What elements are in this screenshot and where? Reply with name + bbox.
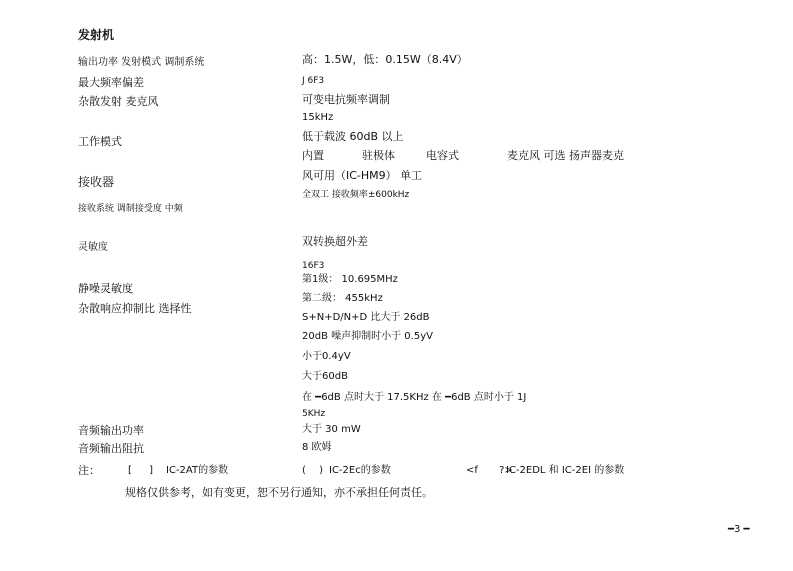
label-output-mod: 输出功率 发射模式 调制系统 xyxy=(78,57,205,68)
mic-option-internal: 内置 xyxy=(302,149,324,162)
note-label: 注： xyxy=(78,464,100,477)
mic-option-speaker-mic: 麦克风 可选 扬声器麦克 xyxy=(507,149,624,162)
note-text-ic2ec: IC-2Ec的参数 xyxy=(329,465,391,476)
section-title: 发射机 xyxy=(78,28,115,42)
label-sensitivity: 灵敏度 xyxy=(78,242,108,253)
label-spurious-response: 杂散响应抑制比 选择性 xyxy=(78,302,192,315)
label-receiver: 接收器 xyxy=(78,175,115,189)
page-number: ━3 ━ xyxy=(728,524,750,535)
note-text-ic2at: IC-2AT的参数 xyxy=(166,465,229,476)
note-bracket-angle: <f ?> xyxy=(466,465,513,476)
label-audio-impedance: 音频输出阻抗 xyxy=(78,442,144,455)
value-duplex: 全双工 接收频率±600kHz xyxy=(302,190,410,200)
value-squelch: 小于0.4yV xyxy=(302,351,351,362)
value-emission: J 6F3 xyxy=(302,76,325,86)
label-max-deviation: 最大频率偏差 xyxy=(78,76,144,89)
label-work-mode: 工作模式 xyxy=(78,135,122,148)
label-recv-system: 接收系统 调制接受度 中频 xyxy=(78,204,183,214)
value-selectivity: 在 ━6dB 点时大于 17.5KHz 在 ━6dB 点时小于 1J xyxy=(302,392,527,403)
value-mic-continued: 风可用（IC-HM9） 单工 xyxy=(302,169,423,182)
value-deviation: 15kHz xyxy=(302,112,334,123)
value-if2: 第二级： 455kHz xyxy=(302,293,383,304)
label-audio-output: 音频输出功率 xyxy=(78,424,144,437)
label-spurious-mic: 杂散发射 麦克风 xyxy=(78,95,159,108)
label-squelch: 静噪灵敏度 xyxy=(78,282,133,295)
value-spurious: 低于载波 60dB 以上 xyxy=(302,130,404,143)
note-bracket-round: ( ) xyxy=(302,465,323,476)
value-audio-impedance: 8 欧姆 xyxy=(302,442,332,453)
value-noise-quieting: 20dB 噪声抑制时小于 0.5yV xyxy=(302,331,433,342)
mic-option-electret: 驻极体 xyxy=(362,149,395,162)
value-audio-power: 大于 30 mW xyxy=(302,424,361,435)
note-disclaimer: 规格仅供参考，如有变更，恕不另行通知，亦不承担任何责任。 xyxy=(125,486,433,499)
value-selectivity-continued: 5KHz xyxy=(302,409,326,419)
mic-option-condenser: 电容式 xyxy=(426,149,459,162)
note-bracket-square: [ ] xyxy=(128,465,153,476)
value-power: 高：1.5W，低：0.15W（8.4V） xyxy=(302,53,468,66)
note-text-ic2edl: IC-2EDL 和 IC-2EI 的参数 xyxy=(506,465,625,476)
value-if1: 第1级： 10.695MHz xyxy=(302,274,398,285)
value-recv-mode: 16F3 xyxy=(302,261,325,271)
value-modulation: 可变电抗频率调制 xyxy=(302,93,390,106)
value-sinad: S+N+D/N+D 比大于 26dB xyxy=(302,312,430,323)
value-recv-system: 双转换超外差 xyxy=(302,235,368,248)
value-spurious-response: 大于60dB xyxy=(302,371,348,382)
